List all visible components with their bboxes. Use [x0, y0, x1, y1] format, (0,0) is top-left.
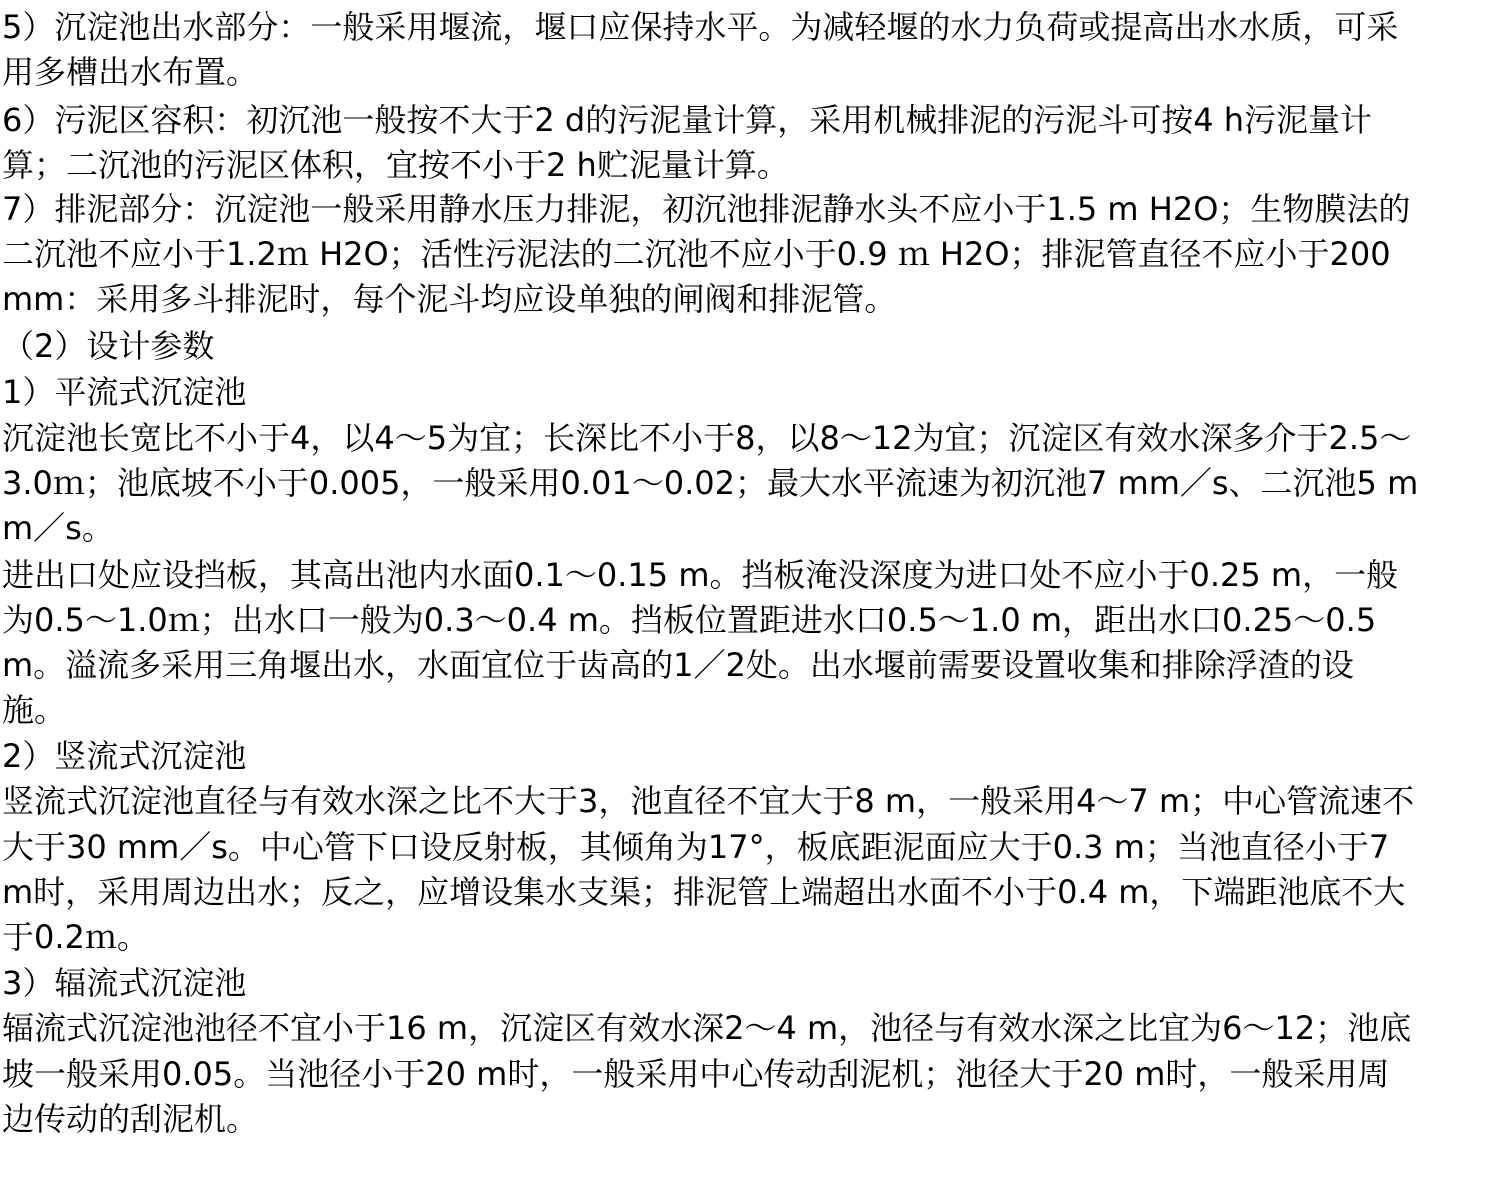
text-line: 7）排泥部分：沉淀池一般采用静水压力排泥，初沉池排泥静水头不应小于1.5 m H2O；生物膜法的 — [2, 190, 1411, 228]
section-heading: （2）设计参数 — [2, 327, 215, 365]
text-line: 算；二沉池的污泥区体积，宜按不小于2 h贮泥量计算。 — [2, 146, 789, 184]
text-line: 6）污泥区容积：初沉池一般按不大于2 d的污泥量计算，采用机械排泥的污泥斗可按4 h污泥量计 — [2, 101, 1373, 139]
text-line: 5）沉淀池出水部分：一般采用堰流，堰口应保持水平。为减轻堰的水力负荷或提高出水水质，可采 — [2, 8, 1399, 46]
text-line: 3.0ｍ；池底坡不小于0.005，一般采用0.01～0.02；最大水平流速为初沉池7 mm／s、二沉池5 m — [2, 464, 1419, 502]
subsection-heading: 3）辐流式沉淀池 — [2, 964, 247, 1002]
text-line: 坡一般采用0.05。当池径小于20 m时，一般采用中心传动刮泥机；池径大于20 m时，一般采用周 — [2, 1055, 1390, 1093]
text-line: 边传动的刮泥机。 — [2, 1100, 259, 1138]
text-line: 为0.5～1.0ｍ；出水口一般为0.3～0.4 m。挡板位置距进水口0.5～1.0 m，距出水口0.25～0.5 — [2, 601, 1377, 639]
text-line: m／s。 — [2, 509, 114, 547]
subsection-heading: 2）竖流式沉淀池 — [2, 737, 247, 775]
text-line: 辐流式沉淀池池径不宜小于16 m，沉淀区有效水深2～4 m，池径与有效水深之比宜为6～12；池底 — [2, 1009, 1412, 1047]
subsection-heading: 1）平流式沉淀池 — [2, 373, 247, 411]
text-line: 进出口处应设挡板，其高出池内水面0.1～0.15 m。挡板淹没深度为进口处不应小于0.25 m，一般 — [2, 556, 1399, 594]
text-line: 用多槽出水布置。 — [2, 53, 259, 91]
text-line: mm：采用多斗排泥时，每个泥斗均应设单独的闸阀和排泥管。 — [2, 280, 897, 318]
text-line: 二沉池不应小于1.2ｍ H2O；活性污泥法的二沉池不应小于0.9 ｍ H2O；排泥管直径不应小于200 — [2, 235, 1391, 273]
text-line: m时，采用周边出水；反之，应增设集水支渠；排泥管上端超出水面不小于0.4 m，下端距池底不大 — [2, 873, 1406, 911]
text-line: 沉淀池长宽比不小于4，以4～5为宜；长深比不小于8，以8～12为宜；沉淀区有效水深多介于2.5～ — [2, 419, 1412, 457]
text-line: 竖流式沉淀池直径与有效水深之比不大于3，池直径不宜大于8 m，一般采用4～7 m；中心管流速不 — [2, 782, 1415, 820]
text-line: 大于30 mm／s。中心管下口设反射板，其倾角为17°，板底距泥面应大于0.3 m；当池直径小于7 — [2, 828, 1390, 866]
text-line: m。溢流多采用三角堰出水，水面宜位于齿高的1／2处。出水堰前需要设置收集和排除浮渣的设 — [2, 646, 1354, 684]
text-line: 于0.2ｍ。 — [2, 918, 149, 956]
text-line: 施。 — [2, 691, 67, 729]
